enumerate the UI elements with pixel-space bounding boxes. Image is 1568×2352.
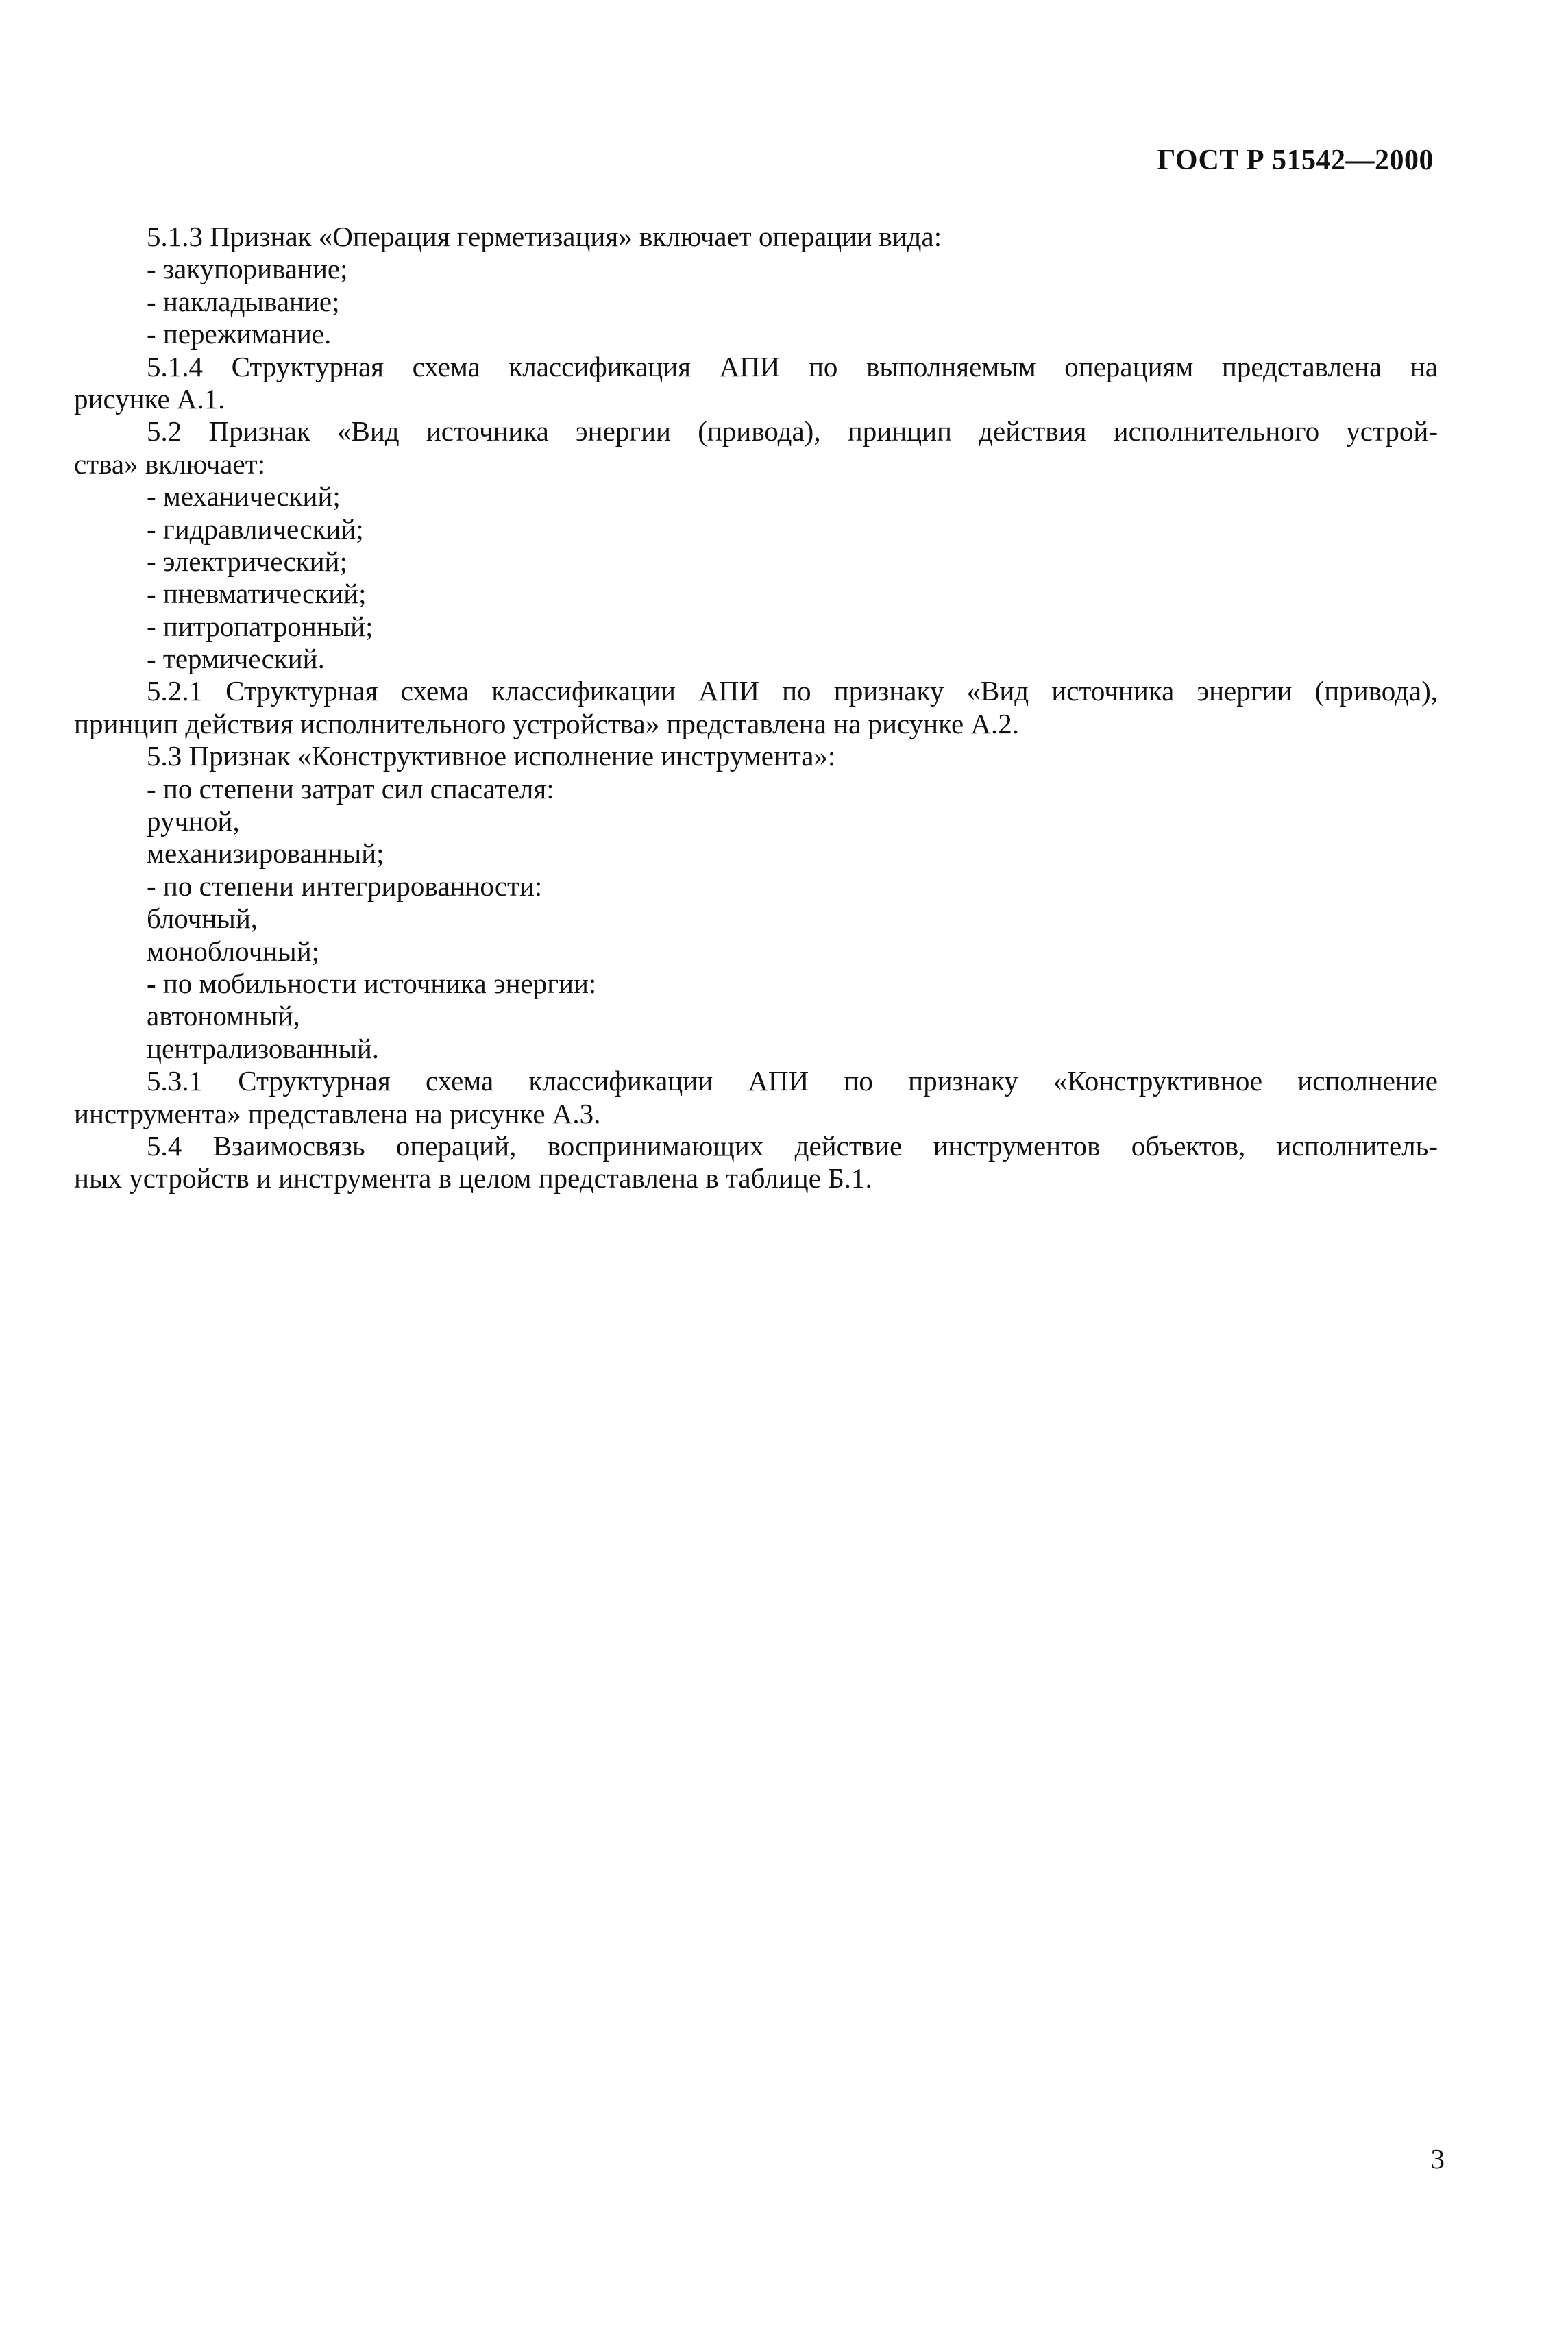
list-item: - пережимание. — [147, 318, 332, 350]
list-item: - пневматический; — [147, 578, 367, 610]
list-item: централизованный. — [147, 1032, 380, 1064]
list-item: - электрический; — [147, 545, 347, 577]
document-header: ГОСТ Р 51542—2000 — [1157, 145, 1434, 176]
page-number: 3 — [1430, 2143, 1445, 2175]
list-item: блочный, — [147, 903, 258, 935]
list-item: ручной, — [147, 805, 240, 837]
list-item: автономный, — [147, 1000, 300, 1032]
list-item: - питропатронный; — [147, 610, 373, 642]
paragraph-line: принцип действия исполнительного устройства» представлена на рисунке А.2. — [74, 707, 1020, 739]
paragraph-line: 5.3 Признак «Конструктивное исполнение инструмента»: — [147, 740, 836, 772]
list-item: - термический. — [147, 643, 325, 675]
paragraph-line: 5.1.4 Структурная схема классификация АПИ по выполняемым операциям представлена на — [147, 350, 1438, 382]
paragraph-line: 5.2.1 Структурная схема классификации АПИ по признаку «Вид источника энергии (привода), — [147, 675, 1438, 707]
list-item: механизированный; — [147, 837, 384, 870]
list-item: - по степени затрат сил спасателя: — [147, 772, 554, 805]
list-item: - гидравлический; — [147, 513, 364, 545]
list-item: моноблочный; — [147, 935, 320, 967]
paragraph-line: ных устройств и инструмента в целом представлена в таблице Б.1. — [74, 1162, 872, 1195]
paragraph-line: инструмента» представлена на рисунке А.3. — [74, 1097, 601, 1129]
list-item: - закупоривание; — [147, 253, 348, 285]
list-item: - по мобильности источника энергии: — [147, 967, 597, 999]
list-item: - накладывание; — [147, 285, 340, 317]
list-item: - по степени интегрированности: — [147, 870, 543, 902]
paragraph-line: 5.4 Взаимосвязь операций, воспринимающих действие инструментов объектов, исполнитель- — [147, 1129, 1438, 1162]
paragraph-line: 5.3.1 Структурная схема классификации АПИ по признаку «Конструктивное исполнение — [147, 1065, 1438, 1097]
paragraph-line: ства» включает: — [74, 448, 266, 480]
list-item: - механический; — [147, 480, 341, 513]
paragraph-line: рисунке А.1. — [74, 382, 225, 415]
paragraph-line: 5.2 Признак «Вид источника энергии (привода), принцип действия исполнительного устрой- — [147, 415, 1438, 448]
body-text — [74, 221, 1438, 1195]
paragraph-line: 5.1.3 Признак «Операция герметизация» включает операции вида: — [147, 221, 942, 252]
